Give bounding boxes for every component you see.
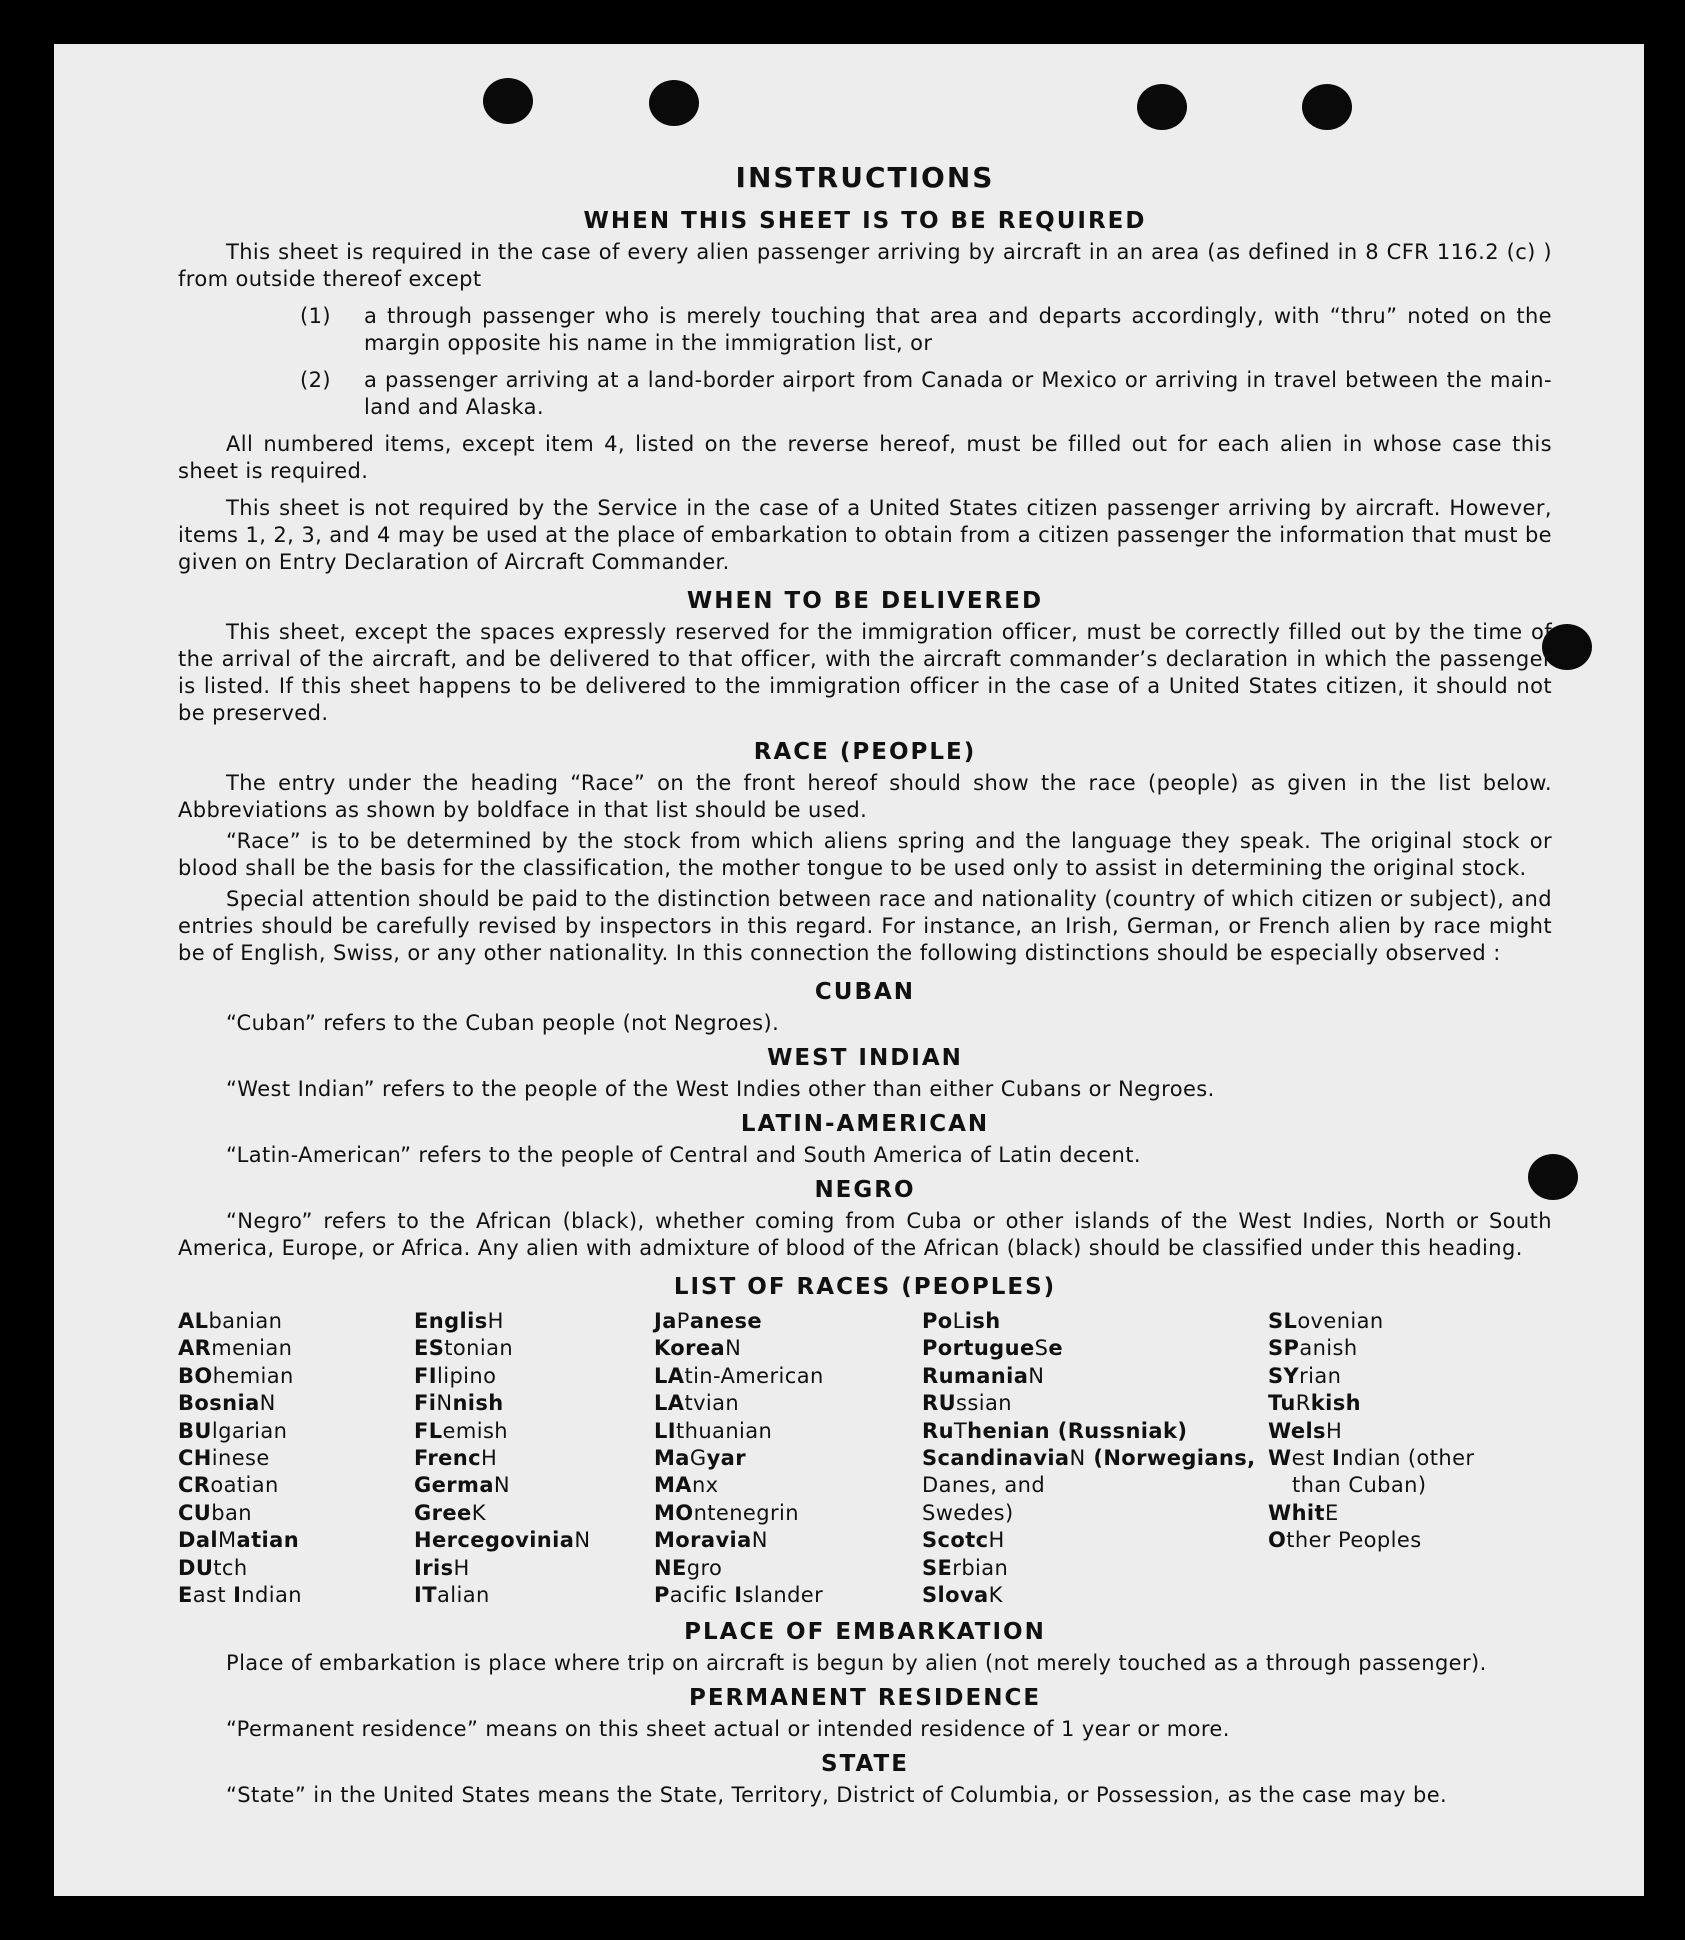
race-entry-part: S (1034, 1336, 1049, 1361)
race-entry (654, 1445, 922, 1472)
race-entry-part: N (574, 1528, 591, 1553)
race-entry (1268, 1418, 1548, 1445)
race-entry-part: NE (654, 1555, 687, 1580)
race-entry-part: Ja (654, 1309, 677, 1333)
race-entry (178, 1390, 414, 1417)
race-entry-part: kish (1310, 1391, 1361, 1416)
race-entry-part: Englis (414, 1309, 488, 1333)
race-entry (654, 1582, 922, 1609)
race-entry (414, 1308, 654, 1335)
race-entry-part: banian (208, 1309, 283, 1333)
race-entry-part: N (725, 1336, 742, 1361)
exception-list (178, 303, 1552, 421)
race-entry (414, 1363, 654, 1390)
race-entry-part: P (676, 1309, 690, 1333)
race-entry (1268, 1308, 1548, 1335)
race-entry-part: ES (414, 1336, 445, 1361)
race-entry-part: ish (964, 1309, 1001, 1333)
race-entry-part: N (259, 1391, 276, 1416)
race-entry (922, 1335, 1268, 1362)
race-entry-part: W (1268, 1446, 1292, 1471)
race-entry-part: (Norwegians, (1085, 1446, 1256, 1471)
race-entry-part: Scotc (922, 1528, 989, 1553)
race-entry-part: LA (654, 1391, 685, 1416)
race-entry (922, 1390, 1268, 1417)
race-entry-part: MO (654, 1500, 694, 1525)
paragraph-race-entry: The entry under the heading “Race” on the front hereof should show the race (people) as given in the list below. Abbreviations as shown by boldface in that list should be used. (178, 771, 1552, 822)
race-entry-part: lgarian (211, 1418, 288, 1443)
race-entry-part: IT (414, 1583, 437, 1608)
race-entry-part: SY (1268, 1363, 1300, 1388)
heading-race: RACE (PEOPLE) (753, 739, 977, 765)
race-entry (922, 1472, 1268, 1499)
race-entry-part: ovenian (1297, 1309, 1384, 1333)
race-entry-part: G (689, 1446, 707, 1471)
race-entry-part: N (1028, 1363, 1045, 1388)
race-entry (178, 1445, 414, 1472)
race-entry (414, 1418, 654, 1445)
race-entry (922, 1527, 1268, 1554)
race-entry-part: lipino (436, 1363, 497, 1388)
race-entry (414, 1472, 654, 1499)
race-entry-part: LI (654, 1418, 676, 1443)
paragraph-latin-american: “Latin-American” refers to the people of Central and South America of Latin decent. (226, 1143, 1141, 1167)
race-entry-part: tonian (444, 1336, 514, 1361)
race-entry (654, 1418, 922, 1445)
race-entry-part: oatian (210, 1473, 279, 1498)
item-text: a passenger arriving at a land-border airport from Canada or Mexico or arriving in travel between the main-land and Alaska. (364, 368, 1552, 419)
race-entry (1268, 1335, 1548, 1362)
race-entry-part: Bosnia (178, 1391, 260, 1416)
list-item (178, 303, 1552, 357)
heading-when-delivered: WHEN TO BE DELIVERED (686, 588, 1044, 614)
race-column (654, 1308, 922, 1609)
race-entry (414, 1500, 654, 1527)
paragraph-west-indian: “West Indian” refers to the people of the West Indies other than either Cubans or Negroes. (226, 1077, 1215, 1101)
race-entry-part: anish (1299, 1336, 1358, 1361)
race-entry-part: Tu (1268, 1391, 1296, 1416)
race-column (178, 1308, 414, 1609)
race-entry-part: SE (922, 1555, 953, 1580)
race-entry-part: ther Peoples (1286, 1528, 1422, 1553)
race-entry-part: Dal (178, 1528, 219, 1553)
paragraph-embarkation: Place of embarkation is place where trip on aircraft is begun by alien (not merely touched as a through passenger). (226, 1651, 1487, 1676)
race-entry (178, 1472, 414, 1499)
paragraph-citizen: This sheet is not required by the Service in the case of a United States citizen passenger arriving by aircraft. However, items 1, 2, 3, and 4 may be used at the place of embarkation to obtain from a citizen passenger the information that must be given on Entry Declaration of Aircraft Commander. (178, 496, 1552, 574)
race-entry (1268, 1527, 1548, 1554)
race-entry (922, 1308, 1268, 1335)
race-entry (178, 1555, 414, 1582)
race-entry (922, 1555, 1268, 1582)
race-entry-part: inese (211, 1446, 270, 1471)
race-entry-part: yar (706, 1446, 746, 1471)
race-entry-part: henian (Russniak) (967, 1418, 1188, 1443)
race-entry-part: ban (211, 1500, 252, 1525)
race-entry (654, 1527, 922, 1554)
paragraph-permanent-residence: “Permanent residence” means on this sheet actual or intended residence of 1 year or more. (226, 1717, 1230, 1742)
race-entry-part: tch (213, 1555, 248, 1580)
page-title: INSTRUCTIONS (735, 161, 995, 194)
race-entry (178, 1418, 414, 1445)
race-entry-part: RU (922, 1391, 957, 1416)
race-entry (922, 1582, 1268, 1609)
race-entry-part: I (233, 1583, 242, 1608)
race-entry-part: ndian (other (1340, 1446, 1475, 1471)
race-entry-part: nish (452, 1391, 504, 1416)
race-entry-part: O (1268, 1528, 1287, 1553)
race-entry-part: FL (414, 1418, 443, 1443)
race-entry (178, 1308, 414, 1335)
punch-hole (1302, 84, 1352, 130)
race-entry-part: L (952, 1309, 965, 1333)
race-entry-part: E (178, 1583, 193, 1608)
punch-hole (483, 78, 533, 124)
race-entry-part: tin-American (684, 1363, 824, 1388)
race-entry (1268, 1390, 1548, 1417)
race-entry-part: Danes, and (922, 1473, 1046, 1498)
race-entry (414, 1335, 654, 1362)
race-entry-part: H (1325, 1418, 1343, 1443)
race-entry-part: est (1291, 1446, 1332, 1471)
race-entry-part: DU (178, 1555, 214, 1580)
item-number: (2) (300, 368, 331, 392)
race-entry (922, 1500, 1268, 1527)
race-entry-part: menian (211, 1336, 293, 1361)
race-entry (1268, 1500, 1548, 1527)
race-entry-part: BO (178, 1363, 213, 1388)
heading-cuban: CUBAN (814, 979, 916, 1005)
heading-west-indian: WEST INDIAN (767, 1045, 963, 1071)
race-entry (1268, 1445, 1548, 1472)
race-list (178, 1308, 1552, 1609)
race-entry (414, 1555, 654, 1582)
paragraph-negro: “Negro” refers to the African (black), whether coming from Cuba or other islands of the West Indies, North or South America, Europe, or Africa. Any alien with admixture of blood of the African (black) should be classified under this heading. (178, 1209, 1552, 1260)
item-number: (1) (300, 304, 331, 328)
race-entry-part: Korea (654, 1336, 726, 1361)
race-entry-part: Ru (922, 1418, 954, 1443)
race-entry-part: Scandinavia (922, 1446, 1070, 1471)
race-entry-part: K (471, 1500, 486, 1525)
race-entry (414, 1445, 654, 1472)
race-entry-part: M (218, 1528, 237, 1553)
race-entry-part: SL (1268, 1309, 1298, 1333)
list-item (178, 367, 1552, 421)
race-entry-part: CR (178, 1473, 211, 1498)
race-entry-part: hemian (212, 1363, 294, 1388)
race-entry-part: Rumania (922, 1363, 1029, 1388)
race-entry-part: I (734, 1583, 743, 1608)
race-entry-part: Po (922, 1309, 953, 1333)
race-entry (654, 1390, 922, 1417)
race-entry (178, 1363, 414, 1390)
race-entry-part: Whit (1268, 1500, 1325, 1525)
race-entry (1268, 1363, 1548, 1390)
heading-when-required: WHEN THIS SHEET IS TO BE REQUIRED (583, 208, 1147, 234)
paragraph-delivered: This sheet, except the spaces expressly reserved for the immigration officer, must be correctly filled out by the time of the arrival of the aircraft, and be delivered to that officer, with the aircraft commander’s declaration in which the passenger is listed. If this sheet happens to be delivered to the immigration officer in the case of a United States citizen, it should not be preserved. (178, 620, 1552, 725)
race-entry-part: H (453, 1555, 470, 1580)
race-entry (654, 1500, 922, 1527)
heading-list-of-races: LIST OF RACES (PEOPLES) (673, 1274, 1057, 1300)
race-entry-part: anese (689, 1309, 762, 1333)
item-text: a through passenger who is merely touching that area and departs accordingly, with “thru” noted on the margin opposite his name in the immigration list, or (364, 304, 1552, 355)
race-entry-part: thuanian (676, 1418, 773, 1443)
race-column (414, 1308, 654, 1609)
race-entry-part: LA (654, 1363, 685, 1388)
race-entry (654, 1555, 922, 1582)
race-entry (654, 1472, 922, 1499)
race-entry-part: Frenc (414, 1446, 481, 1471)
document-page (54, 44, 1644, 1896)
race-entry-part: rbian (952, 1555, 1009, 1580)
race-entry-part: ntenegrin (693, 1500, 799, 1525)
race-entry-part: gro (686, 1555, 723, 1580)
race-entry-part: nx (691, 1473, 719, 1498)
race-entry-part: rian (1299, 1363, 1342, 1388)
race-entry-part: N (493, 1473, 510, 1498)
race-entry-part: E (1324, 1500, 1339, 1525)
race-entry-part: than Cuban) (1292, 1473, 1427, 1498)
race-entry-part: acific (669, 1583, 735, 1608)
race-entry-part: AR (178, 1336, 212, 1361)
race-entry-part: alian (436, 1583, 490, 1608)
race-entry-part: MA (654, 1473, 692, 1498)
race-entry (178, 1335, 414, 1362)
heading-embarkation: PLACE OF EMBARKATION (684, 1619, 1046, 1646)
race-entry (414, 1390, 654, 1417)
race-entry (414, 1527, 654, 1554)
race-entry (414, 1582, 654, 1609)
race-entry-part: ast (192, 1583, 234, 1608)
race-entry-part: Swedes) (922, 1500, 1014, 1525)
race-entry-part: N (436, 1391, 453, 1416)
instructions-text (178, 156, 1552, 1815)
race-entry (1268, 1472, 1548, 1499)
race-entry-part: Wels (1268, 1418, 1326, 1443)
heading-permanent-residence: PERMANENT RESIDENCE (688, 1685, 1042, 1712)
race-entry-part: Iris (414, 1555, 454, 1580)
race-entry-part: H (487, 1309, 504, 1333)
race-entry-part: AL (178, 1309, 209, 1333)
heading-negro: NEGRO (814, 1177, 916, 1203)
race-entry-part: R (1295, 1391, 1311, 1416)
race-entry (922, 1363, 1268, 1390)
race-entry-part: N (751, 1528, 768, 1553)
race-entry-part: H (988, 1528, 1005, 1553)
paragraph-state: “State” in the United States means the State, Territory, District of Columbia, or Possession, as the case may be. (226, 1783, 1448, 1808)
race-entry-part: I (1331, 1446, 1341, 1471)
race-entry-part: Slova (922, 1583, 989, 1608)
race-column (922, 1308, 1268, 1609)
race-entry-part: e (1048, 1336, 1063, 1361)
race-entry-part: CU (178, 1500, 212, 1525)
punch-hole (649, 80, 699, 126)
race-entry (654, 1363, 922, 1390)
race-entry-part: Portugue (922, 1336, 1035, 1361)
race-entry-part: Ma (654, 1446, 690, 1471)
heading-state: STATE (821, 1751, 909, 1778)
race-entry-part: emish (442, 1418, 508, 1443)
race-entry (178, 1582, 414, 1609)
race-entry-part: SP (1268, 1336, 1300, 1361)
race-entry (922, 1418, 1268, 1445)
race-entry-part: Fi (414, 1391, 437, 1416)
race-entry-part: tvian (684, 1391, 740, 1416)
paragraph-race-nationality: Special attention should be paid to the distinction between race and nationality (country of which citizen or subject), and entries should be carefully revised by inspectors in this regard. For instance, an Irish, German, or French alien by race might be of English, Swiss, or any other nationality. In this connection the following distinctions should be especially observed : (178, 887, 1552, 965)
race-entry-part: Moravia (654, 1528, 752, 1553)
punch-hole (1137, 84, 1187, 130)
race-entry (654, 1335, 922, 1362)
race-entry-part: ndian (241, 1583, 302, 1608)
race-entry (178, 1500, 414, 1527)
heading-latin-american: LATIN-AMERICAN (740, 1111, 990, 1137)
race-entry-part: Gree (414, 1500, 472, 1525)
race-entry-part: N (1069, 1446, 1086, 1471)
paragraph-race-stock: “Race” is to be determined by the stock from which aliens spring and the language they speak. The original stock or blood shall be the basis for the classification, the mother tongue to be used only to assist in determining the original stock. (178, 829, 1552, 880)
paragraph-cuban: “Cuban” refers to the Cuban people (not Negroes). (226, 1011, 780, 1035)
race-entry-part: H (481, 1446, 498, 1471)
race-entry-part: Hercegovinia (414, 1528, 575, 1553)
race-entry-part: P (654, 1583, 670, 1608)
race-entry-part: atian (236, 1528, 300, 1553)
race-column (1268, 1308, 1548, 1609)
race-entry-part: ssian (956, 1391, 1012, 1416)
race-entry (178, 1527, 414, 1554)
paragraph-required-intro: This sheet is required in the case of every alien passenger arriving by aircraft in an area (as defined in 8 CFR 116.2 (c) ) from outside thereof except (178, 240, 1552, 291)
race-entry-part: T (953, 1418, 968, 1443)
race-entry-part: BU (178, 1418, 212, 1443)
race-entry-part: Germa (414, 1473, 494, 1498)
race-entry (654, 1308, 922, 1335)
race-entry-part: K (988, 1583, 1003, 1608)
race-entry (922, 1445, 1268, 1472)
race-entry-part: slander (742, 1583, 824, 1608)
race-entry-part: CH (178, 1446, 212, 1471)
paragraph-numbered-items: All numbered items, except item 4, listed on the reverse hereof, must be filled out for each alien in whose case this sheet is required. (178, 432, 1552, 483)
race-entry-part: FI (414, 1363, 437, 1388)
